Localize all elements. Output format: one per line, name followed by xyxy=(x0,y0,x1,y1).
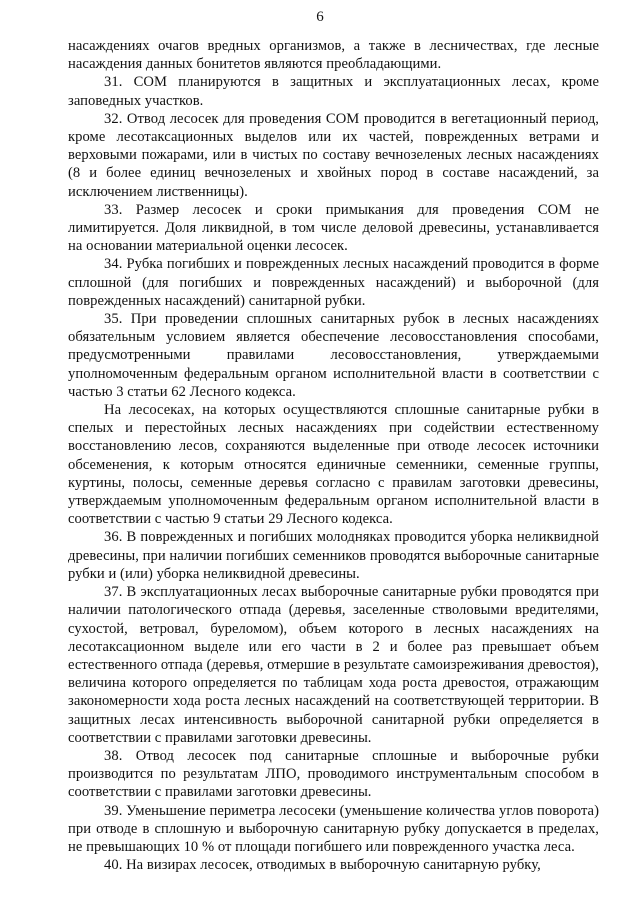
paragraph-continuation: насаждениях очагов вредных организмов, а также в лесничествах, где лесные насаждения данных бонитетов являются преобладающими. xyxy=(68,38,599,73)
paragraph-34: 34. Рубка погибших и поврежденных лесных насаждений проводится в форме сплошной (для погибших и поврежденных насаждений) и выборочной (для поврежденных насаждений) санитарной рубки. xyxy=(68,256,599,309)
page-number: 6 xyxy=(316,9,324,25)
document-body xyxy=(68,37,599,874)
paragraph-35-second: На лесосеках, на которых осуществляются сплошные санитарные рубки в спелых и перестойных лесных насаждениях при содействии естественному восстановлению лесов, сохраняются выделенные при отводе лесосек источники обсеменения, к которым относятся единичные семенники, семенные группы, куртины, полосы, семенные деревья согласно с правилам заготовки древесины, утверждаемым уполномоченным федеральным органом исполнительной власти в соответствии с частью 9 статьи 29 Лесного кодекса. xyxy=(68,402,599,528)
paragraph-33: 33. Размер лесосек и сроки примыкания для проведения СОМ не лимитируется. Доля ликвидной, в том числе деловой древесины, устанавливается на основании материальной оценки лесосек. xyxy=(68,201,599,255)
paragraph-40: 40. На визирах лесосек, отводимых в выборочную санитарную рубку, xyxy=(104,857,541,874)
paragraph-35: 35. При проведении сплошных санитарных рубок в лесных насаждениях обязательным условием является обеспечение лесовосстановления способами, предусмотренными правилами лесовосстановления, утверждаемыми уполномоченным федеральным органом исполнительной власти в соответствии с частью 3 статьи 62 Лесного кодекса. xyxy=(68,311,599,400)
paragraph-31: 31. СОМ планируются в защитных и эксплуатационных лесах, кроме заповедных участков. xyxy=(68,74,599,109)
paragraph-38: 38. Отвод лесосек под санитарные сплошные и выборочные рубки производится по результатам ЛПО, проводимого инструментальным способом в соответствии с правилами заготовки древесины. xyxy=(68,747,599,801)
paragraph-39: 39. Уменьшение периметра лесосеки (уменьшение количества углов поворота) при отводе в сплошную и выборочную санитарную рубку допускается в пределах, не превышающих 10 % от площади погибшего или поврежденного участка леса. xyxy=(68,802,599,855)
paragraph-36: 36. В поврежденных и погибших молодняках проводится уборка неликвидной древесины, при наличии погибших семенников проводятся выборочные санитарные рубки и (или) уборка неликвидной древесины. xyxy=(68,529,599,582)
paragraph-32: 32. Отвод лесосек для проведения СОМ проводится в вегетационный период, кроме лесотаксационных выделов или их частей, поврежденных ветрами и верховыми пожарами, или в чистых по составу вечнозеленых лесных насаждениях (8 и более единиц вечнозеленых и хвойных пород в составе насаждений, за исключением лиственницы). xyxy=(68,110,599,200)
paragraph-37: 37. В эксплуатационных лесах выборочные санитарные рубки проводятся при наличии патологического отпада (деревья, заселенные стволовыми вредителями, сухостой, ветровал, буреломом), объем которого в лесных насаждениях на лесотаксационном выделе или его части в 2 и более раз превышает объем естественного отпада (деревья, отмершие в результате самоизреживания древостоя), величина которого определяется по таблицам хода роста древостоя, отражающим закономерности хода роста лесных насаждений на соответствующей территории. В защитных лесах интенсивность выборочной санитарной рубки определяется в соответствии с правилами заготовки древесины. xyxy=(68,584,599,746)
